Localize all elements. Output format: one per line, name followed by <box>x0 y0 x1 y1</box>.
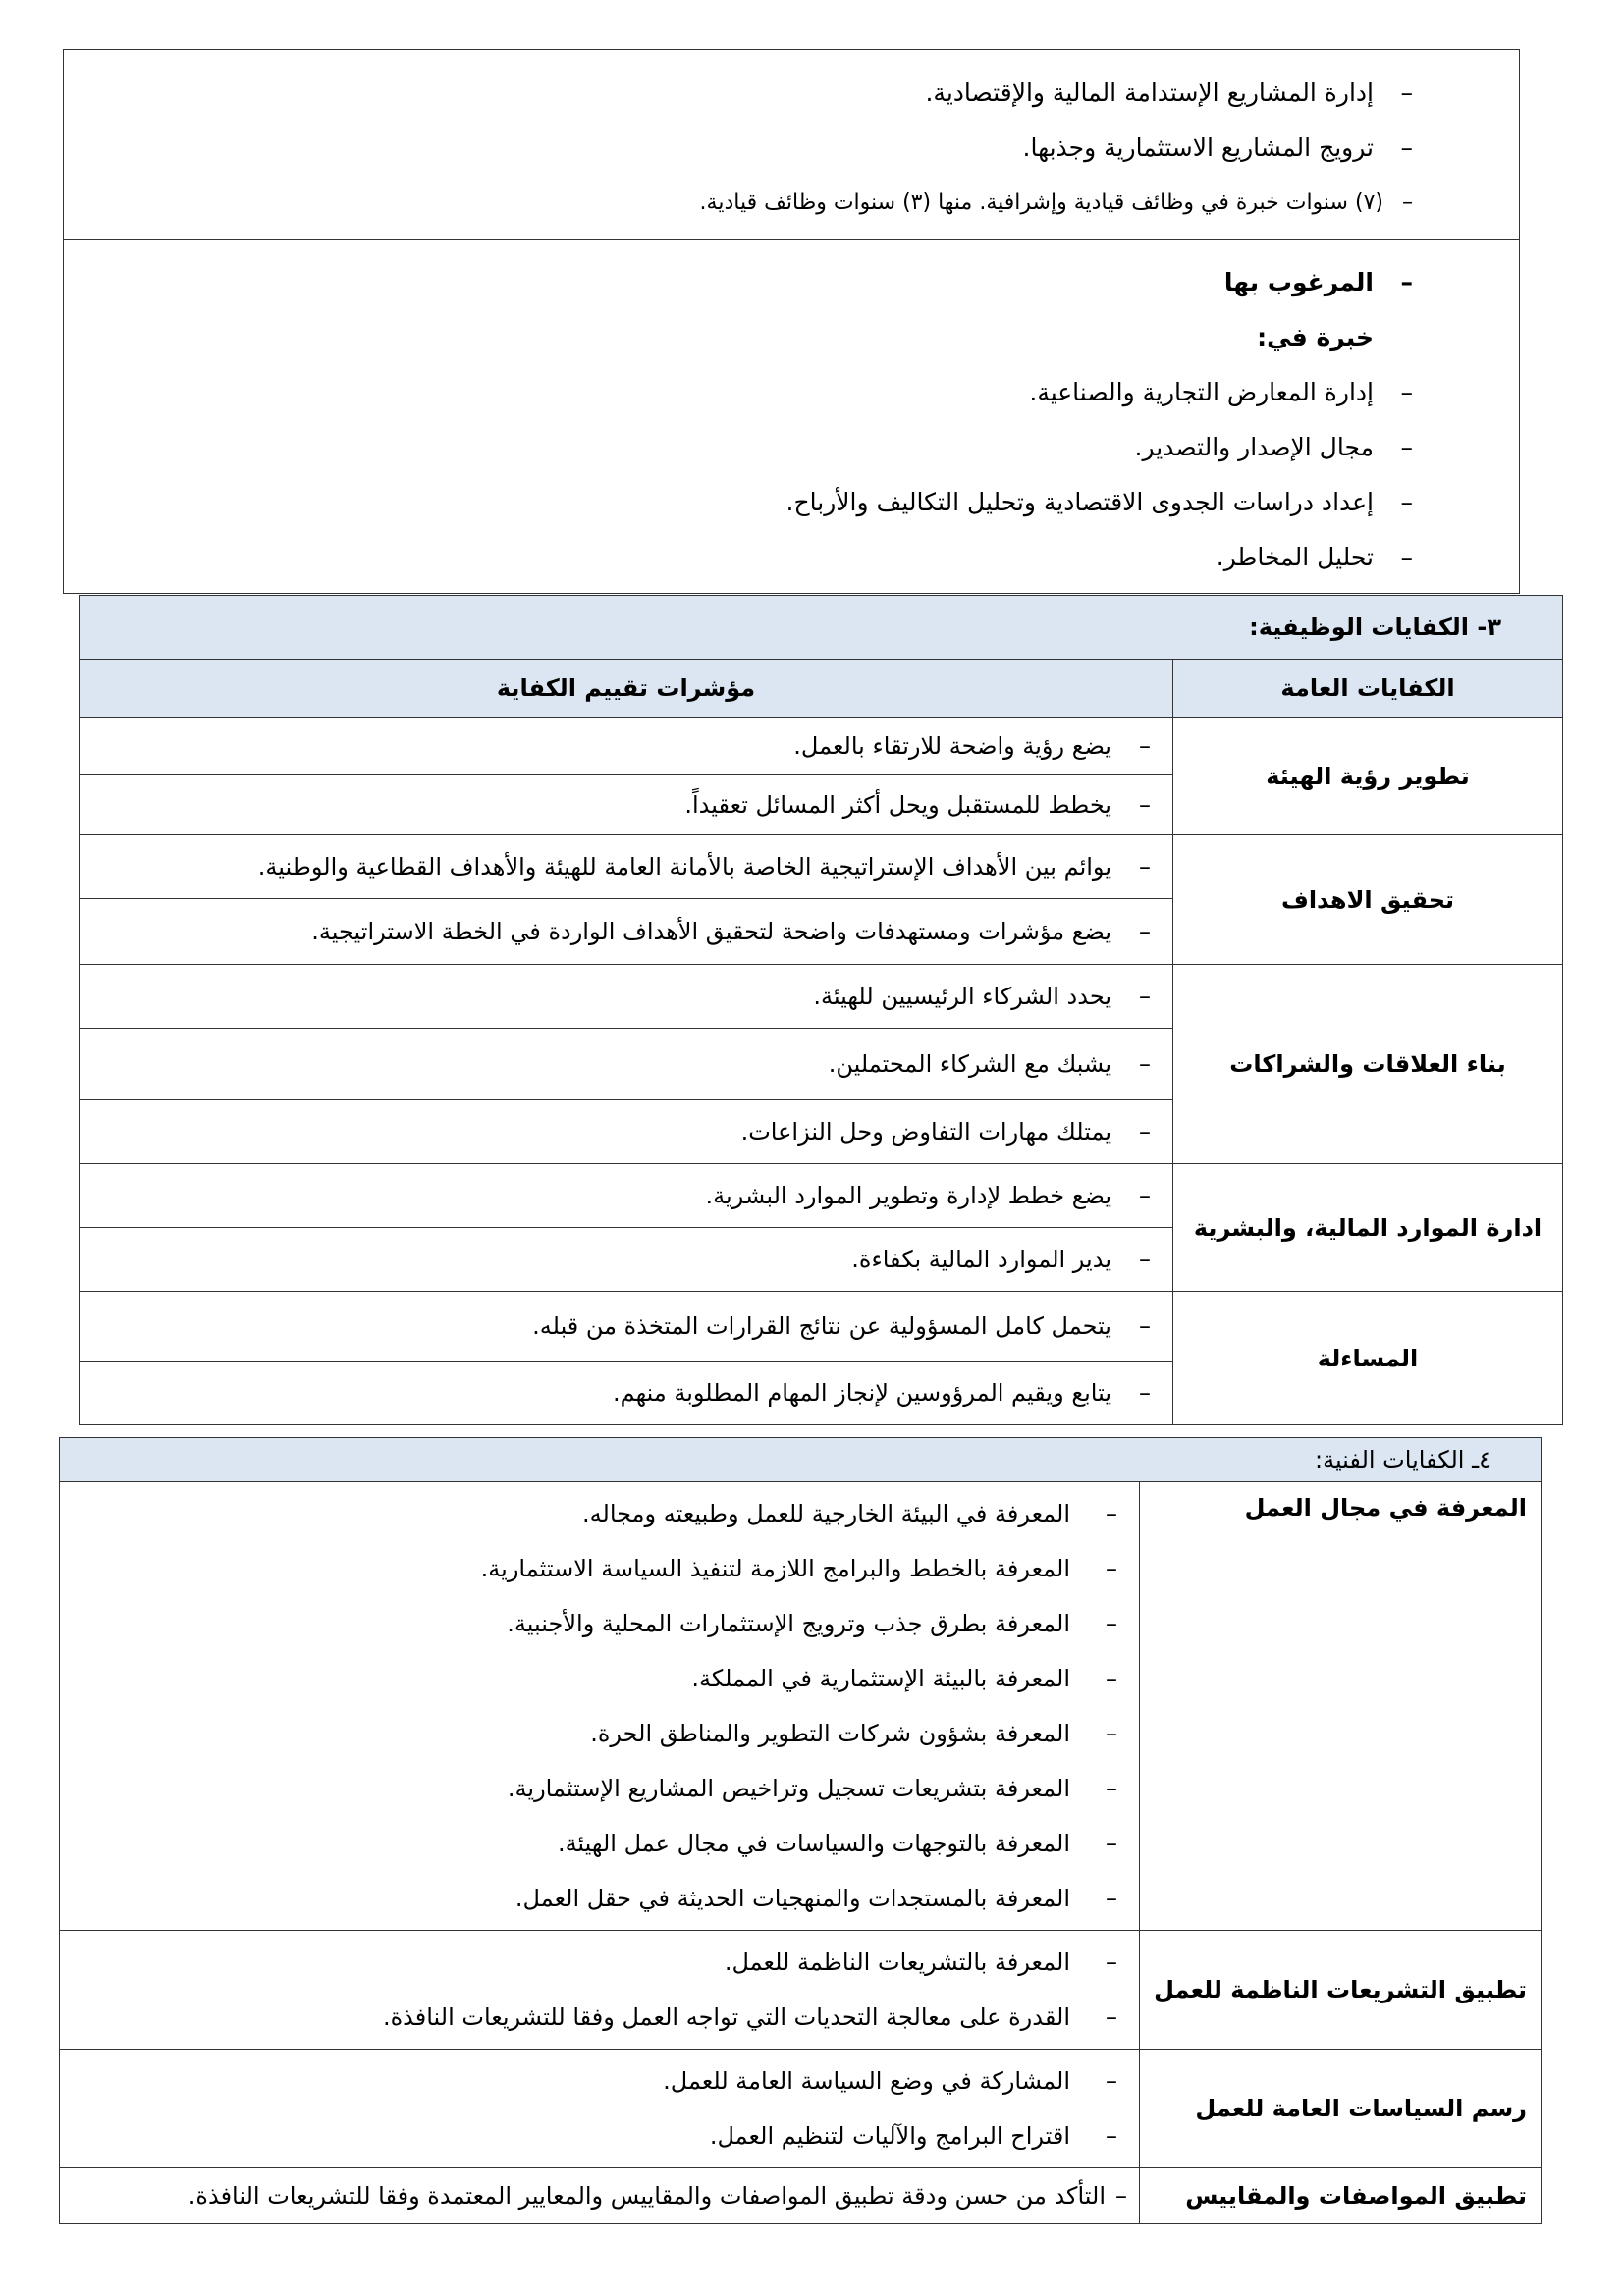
required-item-2: ترويج المشاريع الاستثمارية وجذبها. <box>1022 133 1374 162</box>
competency-cell: المعرفة في مجال العمل <box>1140 1482 1542 1931</box>
table-row <box>80 965 1563 1029</box>
list-item: – المعرفة بشؤون شركات التطوير والمناطق الحرة. <box>60 1706 1139 1761</box>
list-item: – المشاركة في وضع السياسة العامة للعمل. <box>60 2054 1139 2109</box>
items-cell <box>60 2050 1140 2168</box>
items-cell <box>60 1482 1140 1931</box>
indicator-cell: – يمتلك مهارات التفاوض وحل النزاعات. <box>80 1100 1173 1164</box>
table-row <box>80 718 1563 775</box>
dash-icon: – <box>1139 791 1151 819</box>
dash-icon: – <box>1400 543 1413 571</box>
desired-subtitle: خبرة في: <box>1257 323 1374 351</box>
competency-cell: رسم السياسات العامة للعمل <box>1140 2050 1542 2168</box>
list-item: – إدارة المعارض التجارية والصناعية. <box>64 365 1519 420</box>
dash-icon: – <box>1106 1949 1117 1976</box>
dash-icon: – <box>1400 433 1413 461</box>
competency-cell: المساءلة <box>1173 1292 1563 1425</box>
dash-icon: – <box>1402 190 1413 215</box>
competency-cell: تطبيق المواصفات والمقاييس <box>1140 2168 1542 2224</box>
indicator-cell: – يدير الموارد المالية بكفاءة. <box>80 1228 1173 1292</box>
items-cell <box>60 2168 1140 2224</box>
dash-icon: – <box>1139 1379 1151 1407</box>
dash-icon: – <box>1106 2003 1117 2031</box>
competency-cell: ادارة الموارد المالية، والبشرية <box>1173 1164 1563 1292</box>
technical-competencies-table <box>59 1437 1542 2224</box>
list-item: – اقتراح البرامج والآليات لتنظيم العمل. <box>60 2109 1139 2163</box>
table-row <box>60 1482 1542 1931</box>
dash-icon: – <box>1106 1500 1117 1527</box>
list-item: – مجال الإصدار والتصدير. <box>64 420 1519 475</box>
list-item: – تحليل المخاطر. <box>64 530 1519 585</box>
indicator-cell: – يتابع ويقيم المرؤوسين لإنجاز المهام المطلوبة منهم. <box>80 1362 1173 1425</box>
indicator-cell: – يضع رؤية واضحة للارتقاء بالعمل. <box>80 718 1173 775</box>
dash-icon: – <box>1139 732 1151 760</box>
dash-icon: – <box>1106 2122 1117 2150</box>
list-item: – المعرفة بطرق جذب وترويج الإستثمارات المحلية والأجنبية. <box>60 1596 1139 1651</box>
dash-icon: – <box>1400 488 1413 516</box>
dash-icon: – <box>1106 1610 1117 1637</box>
dash-icon: – <box>1139 918 1151 945</box>
dash-icon: – <box>1139 1312 1151 1340</box>
dash-icon: – <box>1139 1246 1151 1273</box>
dash-icon: – <box>1139 1118 1151 1146</box>
list-item: – المعرفة في البيئة الخارجية للعمل وطبيعته ومجاله. <box>60 1486 1139 1541</box>
items-cell <box>60 1931 1140 2050</box>
header-evaluation-indicators: مؤشرات تقييم الكفاية <box>80 660 1173 718</box>
list-item: – المعرفة بتشريعات تسجيل وتراخيص المشاريع الإستثمارية. <box>60 1761 1139 1816</box>
desired-experience-row <box>64 240 1520 594</box>
list-item: – المعرفة بالخطط والبرامج اللازمة لتنفيذ السياسة الاستثمارية. <box>60 1541 1139 1596</box>
list-item <box>64 176 1519 231</box>
dash-icon: – <box>1139 853 1151 881</box>
required-item-3: (٧) سنوات خبرة في وظائف قيادية وإشرافية. منها (٣) سنوات وظائف قيادية. <box>699 190 1383 215</box>
desired-title: – المرغوب بها <box>64 255 1519 310</box>
functional-competencies-table <box>79 595 1563 1425</box>
header-general-competencies: الكفايات العامة <box>1173 660 1563 718</box>
indicator-cell: – يخطط للمستقبل ويحل أكثر المسائل تعقيداً. <box>80 775 1173 835</box>
dash-icon: – <box>1139 1050 1151 1078</box>
dash-icon: – <box>1106 1720 1117 1747</box>
dash-icon: – <box>1106 1830 1117 1857</box>
table-row <box>80 1292 1563 1362</box>
competency-cell: بناء العلاقات والشراكات <box>1173 965 1563 1164</box>
dash-icon: – <box>1139 1182 1151 1209</box>
experience-table <box>63 49 1520 594</box>
indicator-cell: – يتحمل كامل المسؤولية عن نتائج القرارات المتخذة من قبله. <box>80 1292 1173 1362</box>
dash-icon: – <box>1106 1885 1117 1912</box>
dash-icon: – <box>1106 2067 1117 2095</box>
list-item: – القدرة على معالجة التحديات التي تواجه العمل وفقا للتشريعات النافذة. <box>60 1990 1139 2045</box>
technical-section-title: ٤ـ الكفايات الفنية: <box>60 1438 1542 1482</box>
indicator-cell: – يشبك مع الشركاء المحتملين. <box>80 1029 1173 1100</box>
list-item: – المعرفة بالمستجدات والمنهجيات الحديثة في حقل العمل. <box>60 1871 1139 1926</box>
list-item <box>64 121 1519 176</box>
dash-icon: – <box>1400 378 1413 406</box>
competency-cell: تحقيق الاهداف <box>1173 835 1563 965</box>
indicator-cell: – يوائم بين الأهداف الإستراتيجية الخاصة بالأمانة العامة للهيئة والأهداف القطاعية والوطنية. <box>80 835 1173 899</box>
dash-icon: – <box>1106 1775 1117 1802</box>
list-item: – المعرفة بالتوجهات والسياسات في مجال عمل الهيئة. <box>60 1816 1139 1871</box>
list-item: – المعرفة بالبيئة الإستثمارية في المملكة. <box>60 1651 1139 1706</box>
indicator-cell: – يحدد الشركاء الرئيسيين للهيئة. <box>80 965 1173 1029</box>
list-item: – التأكد من حسن ودقة تطبيق المواصفات والمقاييس والمعايير المعتمدة وفقا للتشريعات النافذة. <box>60 2168 1139 2223</box>
dash-icon: – <box>1106 1555 1117 1582</box>
dash-icon: – <box>1400 268 1413 296</box>
list-item: – المعرفة بالتشريعات الناظمة للعمل. <box>60 1935 1139 1990</box>
dash-icon: – <box>1106 1665 1117 1692</box>
table-row <box>60 1931 1542 2050</box>
table-row <box>60 2168 1542 2224</box>
competency-cell: تطوير رؤية الهيئة <box>1173 718 1563 835</box>
indicator-cell: – يضع خطط لإدارة وتطوير الموارد البشرية. <box>80 1164 1173 1228</box>
required-item-1: إدارة المشاريع الإستدامة المالية والإقتصادية. <box>925 79 1374 107</box>
table-row <box>80 835 1563 899</box>
desired-experience-cell <box>64 240 1520 594</box>
required-experience-row <box>64 50 1520 240</box>
table-row <box>80 1164 1563 1228</box>
dash-icon: – <box>1400 133 1413 162</box>
list-item: – إعداد دراسات الجدوى الاقتصادية وتحليل التكاليف والأرباح. <box>64 475 1519 530</box>
competency-cell: تطبيق التشريعات الناظمة للعمل <box>1140 1931 1542 2050</box>
required-experience-cell <box>64 50 1520 240</box>
dash-icon: – <box>1400 79 1413 107</box>
table-row <box>60 2050 1542 2168</box>
functional-section-title: ٣- الكفايات الوظيفية: <box>80 596 1563 660</box>
dash-icon: – <box>1139 983 1151 1010</box>
list-item <box>64 66 1519 121</box>
dash-icon: – <box>1115 2182 1127 2210</box>
indicator-cell: – يضع مؤشرات ومستهدفات واضحة لتحقيق الأهداف الواردة في الخطة الاستراتيجية. <box>80 899 1173 965</box>
